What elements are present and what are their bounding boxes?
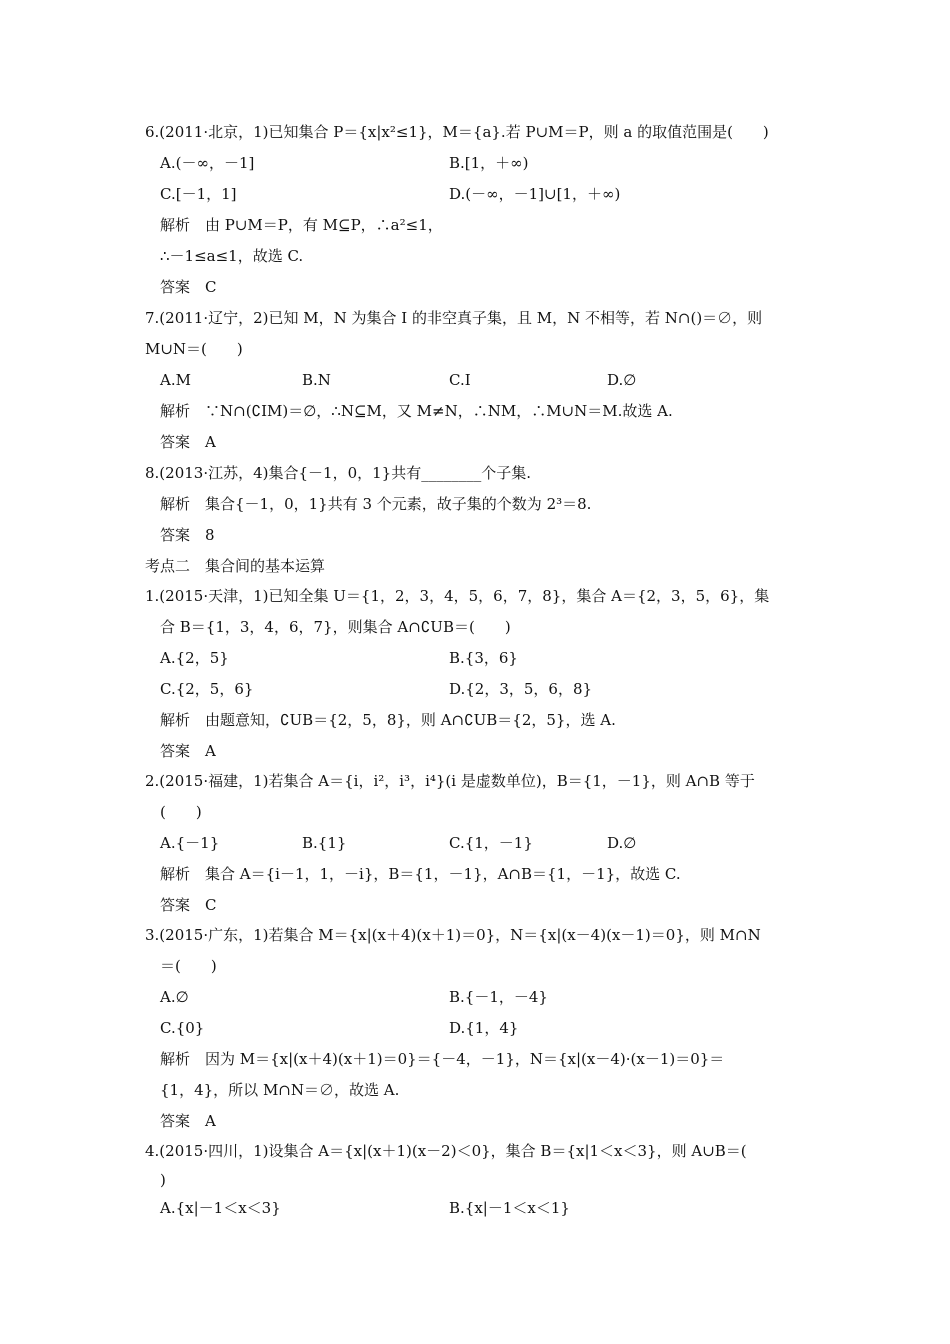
problem-3-analysis-line-2: {1，4}，所以 M∩N＝∅，故选 A. bbox=[160, 1081, 400, 1099]
question-6-analysis-line-2: ∴－1≤a≤1，故选 C. bbox=[160, 247, 304, 265]
question-7-analysis: 解析 ∵N∩(∁IM)＝∅，∴N⊆M，又 M≠N，∴NM，∴M∪N＝M.故选 A. bbox=[160, 402, 673, 420]
problem-4-option-a: A.{x|－1＜x＜3} bbox=[160, 1199, 281, 1217]
section-title: 考点二 集合间的基本运算 bbox=[145, 557, 326, 575]
problem-2-option-a: A.{－1} bbox=[160, 834, 220, 852]
problem-1-answer: 答案 A bbox=[160, 742, 216, 760]
question-7-option-a: A.M bbox=[160, 371, 191, 389]
problem-1-stem-line-1: 1.(2015·天津，1)已知全集 U＝{1，2，3，4，5，6，7，8}，集合 A＝{2，3，5，6}，集 bbox=[145, 587, 770, 605]
problem-2-option-c: C.{1，－1} bbox=[449, 834, 533, 852]
question-6-analysis-line-1: 解析 由 P∪M＝P，有 M⊆P，∴a²≤1， bbox=[160, 216, 443, 234]
problem-2-stem-line-1: 2.(2015·福建，1)若集合 A＝{i，i²，i³，i⁴}(i 是虚数单位)，B＝{1，－1}，则 A∩B 等于 bbox=[145, 772, 755, 790]
problem-3-answer: 答案 A bbox=[160, 1112, 216, 1130]
question-6-answer: 答案 C bbox=[160, 278, 217, 296]
problem-2-answer: 答案 C bbox=[160, 896, 217, 914]
problem-4-option-b: B.{x|－1＜x＜1} bbox=[449, 1199, 570, 1217]
problem-1-stem-line-2: 合 B＝{1，3，4，6，7}，则集合 A∩∁UB＝( ) bbox=[160, 618, 511, 636]
problem-1-option-b: B.{3，6} bbox=[449, 649, 518, 667]
question-7-option-d: D.∅ bbox=[607, 371, 637, 389]
problem-2-option-b: B.{1} bbox=[302, 834, 347, 852]
problem-1-option-d: D.{2，3，5，6，8} bbox=[449, 680, 593, 698]
problem-3-option-b: B.{－1，－4} bbox=[449, 988, 548, 1006]
problem-3-option-d: D.{1，4} bbox=[449, 1019, 519, 1037]
question-8-answer: 答案 8 bbox=[160, 526, 215, 544]
problem-1-analysis: 解析 由题意知，∁UB＝{2，5，8}，则 A∩∁UB＝{2，5}，选 A. bbox=[160, 711, 616, 729]
question-7-stem-line-2: M∪N＝( ) bbox=[145, 340, 243, 358]
problem-2-analysis: 解析 集合 A＝{i－1，1，－i}，B＝{1，－1}，A∩B＝{1，－1}，故选 C. bbox=[160, 865, 681, 883]
problem-3-stem-line-2: ＝( ) bbox=[160, 957, 217, 975]
problem-3-analysis-line-1: 解析 因为 M＝{x|(x＋4)(x＋1)＝0}＝{－4，－1}，N＝{x|(x－4)·(x－1)＝0}＝ bbox=[160, 1050, 725, 1068]
problem-4-stem-line-2: ) bbox=[160, 1171, 166, 1189]
problem-4-stem-line-1: 4.(2015·四川，1)设集合 A＝{x|(x＋1)(x－2)＜0}，集合 B＝{x|1＜x＜3}，则 A∪B＝( bbox=[145, 1142, 747, 1160]
question-8-stem: 8.(2013·江苏，4)集合{－1，0，1}共有________个子集. bbox=[145, 464, 531, 482]
problem-2-stem-line-2: ( ) bbox=[160, 803, 202, 821]
question-8-analysis: 解析 集合{－1，0，1}共有 3 个元素，故子集的个数为 2³＝8. bbox=[160, 495, 592, 513]
problem-1-option-a: A.{2，5} bbox=[160, 649, 229, 667]
problem-2-option-d: D.∅ bbox=[607, 834, 637, 852]
question-7-stem-line-1: 7.(2011·辽宁，2)已知 M，N 为集合 I 的非空真子集，且 M，N 不相等，若 N∩()＝∅，则 bbox=[145, 309, 763, 327]
question-7-option-c: C.I bbox=[449, 371, 471, 389]
question-6-option-c: C.[－1，1] bbox=[160, 185, 237, 203]
problem-3-stem-line-1: 3.(2015·广东，1)若集合 M＝{x|(x＋4)(x＋1)＝0}，N＝{x|(x－4)(x－1)＝0}，则 M∩N bbox=[145, 926, 761, 944]
question-6-option-d: D.(－∞，－1]∪[1，＋∞) bbox=[449, 185, 621, 203]
question-7-answer: 答案 A bbox=[160, 433, 216, 451]
problem-3-option-a: A.∅ bbox=[160, 988, 189, 1006]
question-6-stem: 6.(2011·北京，1)已知集合 P＝{x|x²≤1}，M＝{a}.若 P∪M＝P，则 a 的取值范围是( ) bbox=[145, 123, 769, 141]
problem-1-option-c: C.{2，5，6} bbox=[160, 680, 254, 698]
question-6-option-b: B.[1，＋∞) bbox=[449, 154, 529, 172]
question-6-option-a: A.(－∞，－1] bbox=[160, 154, 255, 172]
question-7-option-b: B.N bbox=[302, 371, 331, 389]
problem-3-option-c: C.{0} bbox=[160, 1019, 205, 1037]
